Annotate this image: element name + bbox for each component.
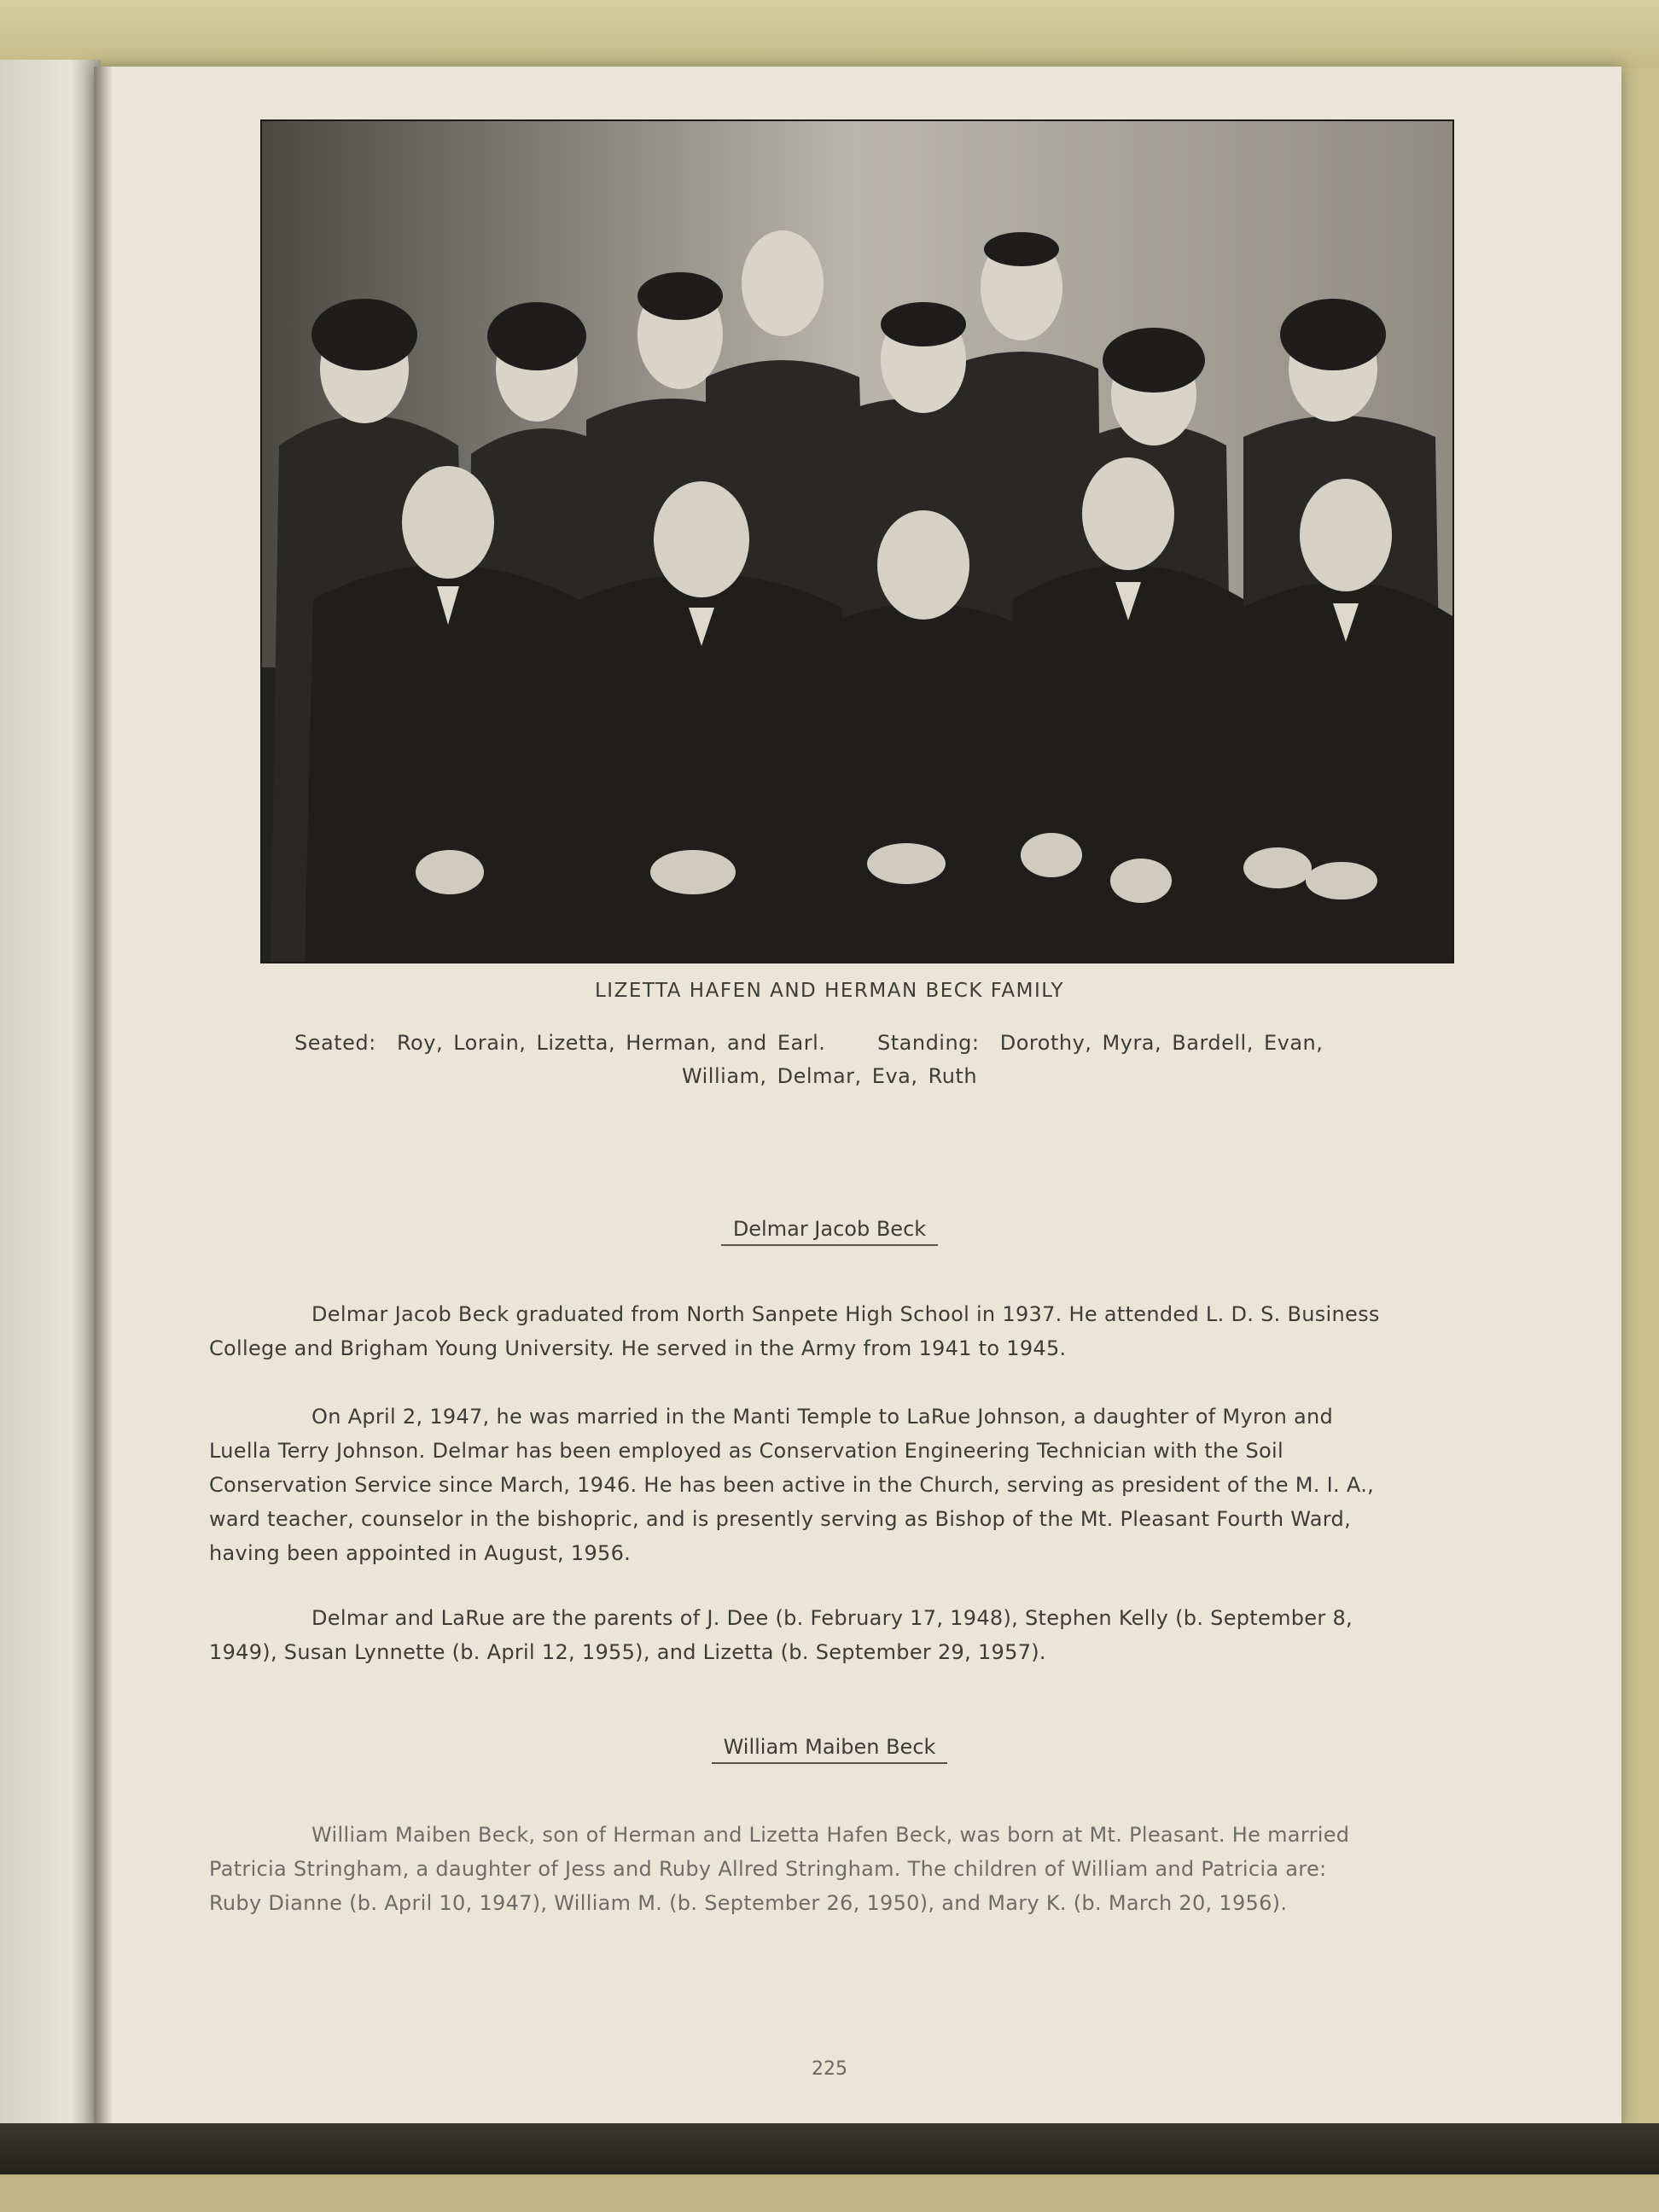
section-heading-delmar — [0, 1217, 1659, 1246]
paragraph-line: Patricia Stringham, a daughter of Jess and Ruby Allred Stringham. The children of William and Patricia are: — [209, 1857, 1327, 1881]
spine-shadow — [94, 67, 113, 2132]
paragraph-line: 1949), Susan Lynnette (b. April 12, 1955), and Lizetta (b. September 29, 1957). — [209, 1640, 1046, 1664]
photo-names-line-1: Seated: Roy, Lorain, Lizetta, Herman, and Earl. Standing: Dorothy, Myra, Bardell, Evan, — [294, 1031, 1324, 1055]
section-title: Delmar Jacob Beck — [721, 1217, 938, 1246]
section-title: William Maiben Beck — [712, 1735, 948, 1764]
section-heading-william — [0, 1735, 1659, 1764]
paragraph-line: William Maiben Beck, son of Herman and Lizetta Hafen Beck, was born at Mt. Pleasant. He married — [311, 1823, 1350, 1847]
desk-background — [0, 0, 1659, 68]
photo-names-line-2: William, Delmar, Eva, Ruth — [681, 1064, 978, 1088]
paragraph — [209, 1297, 1498, 1365]
paragraph-line: Ruby Dianne (b. April 10, 1947), William M. (b. September 26, 1950), and Mary K. (b. March 20, 1956). — [209, 1891, 1288, 1915]
page-bottom-shadow — [0, 2123, 1659, 2174]
previous-page-edge — [0, 60, 101, 2125]
paragraph-line: having been appointed in August, 1956. — [209, 1541, 632, 1565]
paragraph-line: On April 2, 1947, he was married in the Manti Temple to LaRue Johnson, a daughter of Myron and — [311, 1405, 1334, 1429]
page-number: 225 — [812, 2058, 847, 2080]
paragraph-line: Delmar and LaRue are the parents of J. Dee (b. February 17, 1948), Stephen Kelly (b. September 8, — [311, 1606, 1353, 1630]
paragraph-line: Delmar Jacob Beck graduated from North Sanpete High School in 1937. He attended L. D. S. Business — [311, 1302, 1380, 1326]
family-photo — [260, 119, 1454, 963]
paragraph — [209, 1818, 1498, 1920]
paragraph — [209, 1400, 1498, 1570]
paragraph-line: Conservation Service since March, 1946. He has been active in the Church, serving as president of the M. I. A., — [209, 1473, 1375, 1497]
desk-base — [0, 2174, 1659, 2212]
photo-caption: LIZETTA HAFEN AND HERMAN BECK FAMILY — [594, 980, 1065, 1002]
paragraph-line: ward teacher, counselor in the bishopric, and is presently serving as Bishop of the Mt. Pleasant Fourth Ward, — [209, 1507, 1352, 1531]
paragraph-line: Luella Terry Johnson. Delmar has been employed as Conservation Engineering Technician with the Soil — [209, 1439, 1284, 1463]
paragraph — [209, 1601, 1498, 1669]
paragraph-line: College and Brigham Young University. He served in the Army from 1941 to 1945. — [209, 1336, 1067, 1360]
